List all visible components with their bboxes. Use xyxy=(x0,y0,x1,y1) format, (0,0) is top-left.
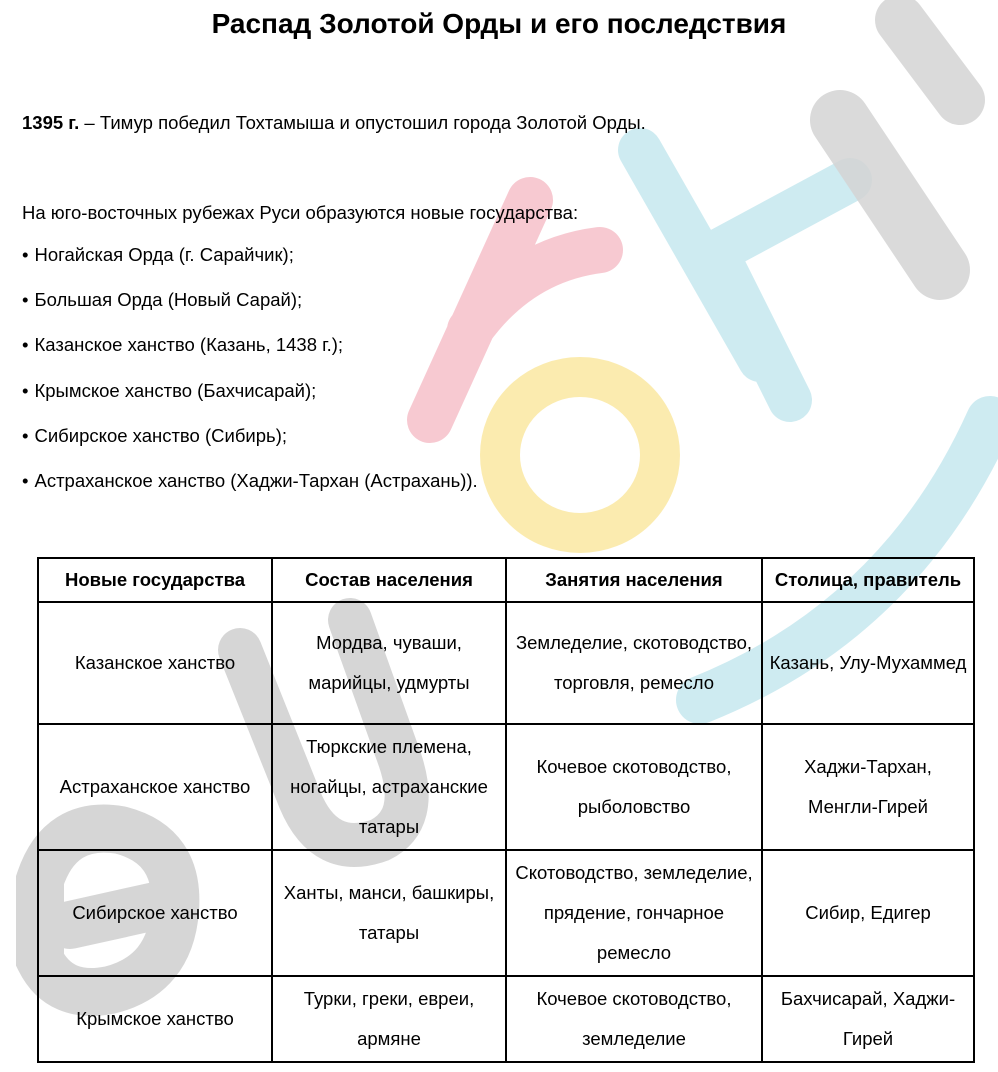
table-cell: Хаджи-Тархан, Менгли-Гирей xyxy=(762,724,974,850)
bullet: • xyxy=(22,424,29,446)
table-header-row xyxy=(38,558,974,602)
intro-text: На юго-восточных рубежах Руси образуются новые государства: xyxy=(22,202,579,223)
table-cell: Казанское ханство xyxy=(38,602,272,724)
bullet: • xyxy=(22,289,29,311)
list-item xyxy=(22,378,478,423)
list-item xyxy=(22,468,478,513)
table-row xyxy=(38,850,974,976)
table-cell: Сибир, Едигер xyxy=(762,850,974,976)
list-item xyxy=(22,242,478,287)
table-cell: Ханты, манси, башкиры, татары xyxy=(272,850,506,976)
event-text: – Тимур победил Тохтамыша и опустошил города Золотой Орды. xyxy=(79,112,646,133)
states-table xyxy=(37,557,975,1063)
table-cell: Земледелие, скотоводство, торговля, ремесло xyxy=(506,602,762,724)
table-cell: Скотоводство, земледелие, прядение, гончарное ремесло xyxy=(506,850,762,976)
table-cell: Крымское ханство xyxy=(38,976,272,1062)
table-cell: Мордва, чуваши, марийцы, удмурты xyxy=(272,602,506,724)
list-item-text: Большая Орда (Новый Сарай); xyxy=(34,289,303,311)
table-cell: Бахчисарай, Хаджи-Гирей xyxy=(762,976,974,1062)
table-cell: Сибирское ханство xyxy=(38,850,272,976)
bullet: • xyxy=(22,469,29,491)
list-item xyxy=(22,287,478,332)
column-header-population: Состав населения xyxy=(272,558,506,602)
states-list xyxy=(22,242,478,513)
column-header-state: Новые государства xyxy=(38,558,272,602)
page-title: Распад Золотой Орды и его последствия xyxy=(211,8,787,39)
table-cell: Кочевое скотоводство, земледелие xyxy=(506,976,762,1062)
table-cell: Астраханское ханство xyxy=(38,724,272,850)
bullet: • xyxy=(22,244,29,265)
table-cell: Тюркские племена, ногайцы, астраханские татары xyxy=(272,724,506,850)
list-item-text: Крымское ханство (Бахчисарай); xyxy=(34,379,317,401)
list-item-text: Ногайская Орда (г. Сарайчик); xyxy=(34,244,294,265)
column-header-capital-ruler: Столица, правитель xyxy=(762,558,974,602)
event-line xyxy=(22,110,646,136)
table-row xyxy=(38,724,974,850)
list-item-text: Сибирское ханство (Сибирь); xyxy=(34,424,287,446)
list-item-text: Астраханское ханство (Хаджи-Тархан (Астрахань)). xyxy=(34,469,478,491)
event-year: 1395 г. xyxy=(22,112,80,133)
table-row xyxy=(38,976,974,1062)
bullet: • xyxy=(22,334,29,356)
column-header-occupations: Занятия населения xyxy=(506,558,762,602)
table-cell: Кочевое скотоводство, рыболовство xyxy=(506,724,762,850)
table-cell: Казань, Улу-Мухаммед xyxy=(762,602,974,724)
bullet: • xyxy=(22,379,29,401)
table-cell: Турки, греки, евреи, армяне xyxy=(272,976,506,1062)
table-row xyxy=(38,602,974,724)
list-item xyxy=(22,423,478,468)
list-item-text: Казанское ханство (Казань, 1438 г.); xyxy=(34,334,344,356)
list-item xyxy=(22,332,478,377)
